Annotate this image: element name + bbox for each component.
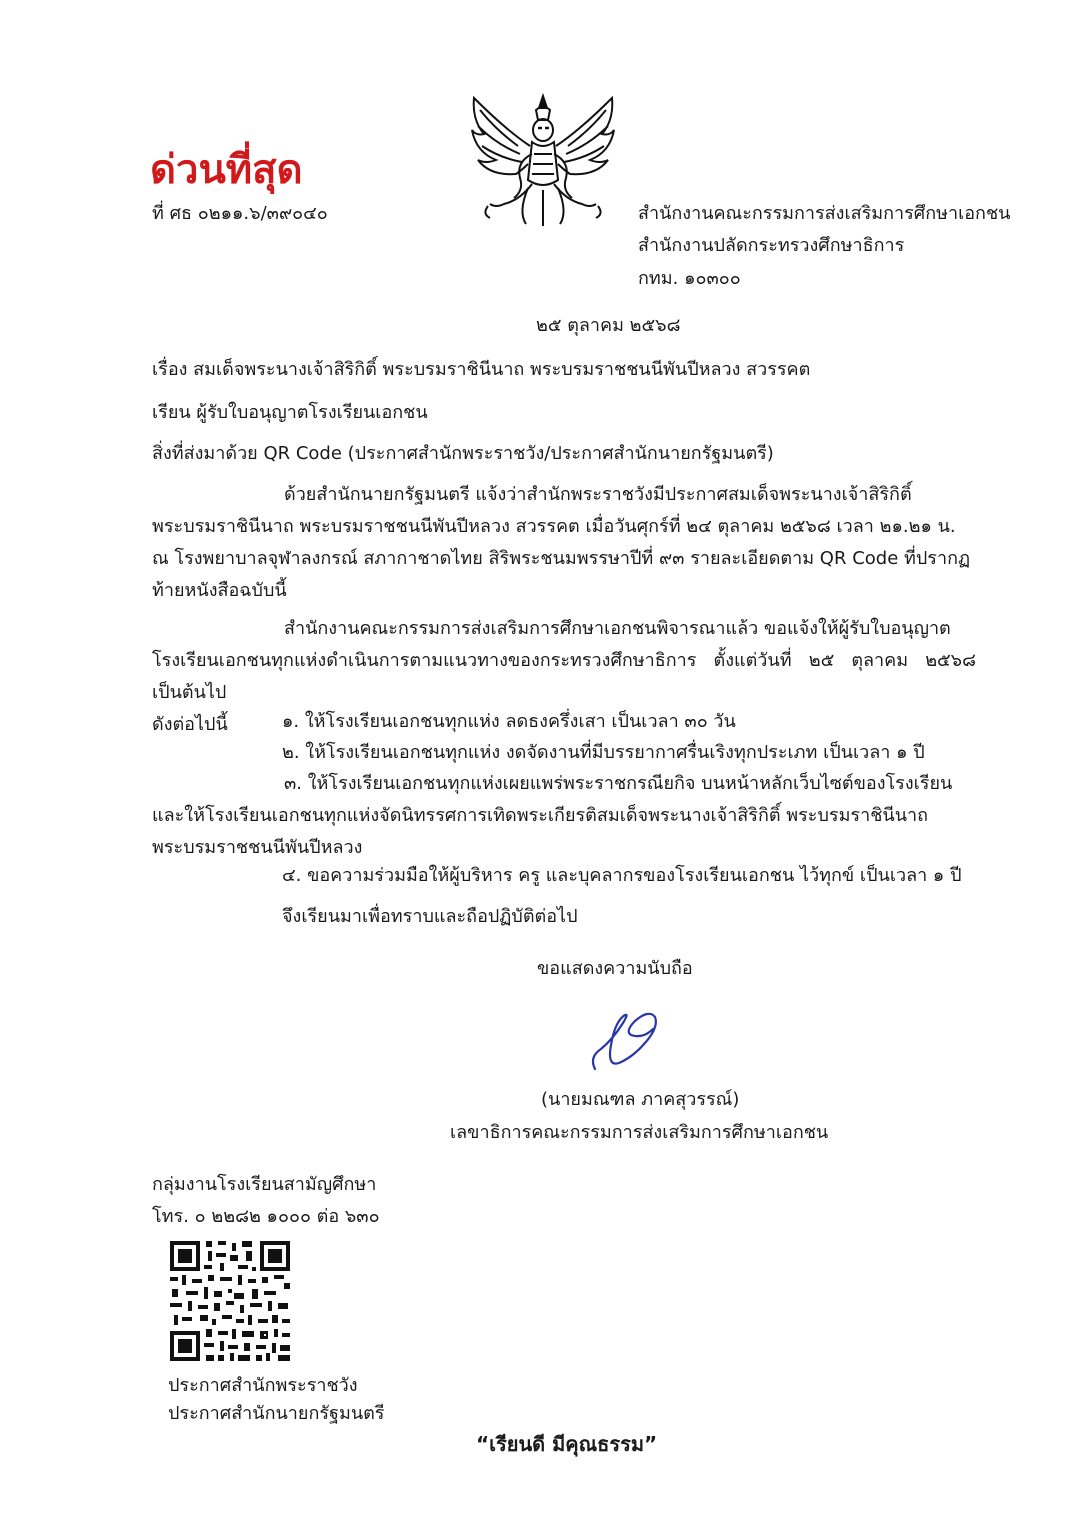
paragraph-line: พระบรมราชชนนีพันปีหลวง <box>152 837 363 858</box>
agency-line-1: สำนักงานคณะกรรมการส่งเสริมการศึกษาเอกชน <box>638 203 1011 224</box>
paragraph-line: โรงเรียนเอกชนทุกแห่งดำเนินการตามแนวทางของกระทรวงศึกษาธิการ ตั้งแต่วันที่ ๒๕ ตุลาคม ๒๕๖๘ เป็นต้นไป <box>152 650 976 703</box>
subject-line: เรื่อง สมเด็จพระนางเจ้าสิริกิติ์ พระบรมราชินีนาถ พระบรมราชชนนีพันปีหลวง สวรรคต <box>152 359 811 380</box>
contact-phone: โทร. ๐ ๒๒๘๒ ๑๐๐๐ ต่อ ๖๓๐ <box>152 1206 380 1227</box>
closing-line: จึงเรียนมาเพื่อทราบและถือปฏิบัติต่อไป <box>282 906 578 927</box>
paragraph-line: สำนักงานคณะกรรมการส่งเสริมการศึกษาเอกชนพิจารณาแล้ว ขอแจ้งให้ผู้รับใบอนุญาต <box>284 618 951 639</box>
paragraph-line: ๓. ให้โรงเรียนเอกชนทุกแห่งเผยแพร่พระราชกรณียกิจ บนหน้าหลักเว็บไซต์ของโรงเรียน <box>284 773 953 794</box>
enclosure-line: สิ่งที่ส่งมาด้วย QR Code (ประกาศสำนักพระราชวัง/ประกาศสำนักนายกรัฐมนตรี) <box>152 443 774 464</box>
signature-icon <box>585 1005 665 1077</box>
paragraph-line: ด้วยสำนักนายกรัฐมนตรี แจ้งว่าสำนักพระราชวังมีประกาศสมเด็จพระนางเจ้าสิริกิติ์ <box>284 484 912 505</box>
signer-title: เลขาธิการคณะกรรมการส่งเสริมการศึกษาเอกชน <box>450 1122 829 1143</box>
list-item-1: ๑. ให้โรงเรียนเอกชนทุกแห่ง ลดธงครึ่งเสา เป็นเวลา ๓๐ วัน <box>282 711 736 732</box>
agency-line-2: สำนักงานปลัดกระทรวงศึกษาธิการ <box>638 235 905 256</box>
paragraph-line: ณ โรงพยาบาลจุฬาลงกรณ์ สภากาชาดไทย สิริพระชนมพรรษาปีที่ ๙๓ รายละเอียดตาม QR Code ที่ปรากฏ <box>152 548 971 569</box>
document-date: ๒๕ ตุลาคม ๒๕๖๘ <box>536 315 681 336</box>
signer-name: (นายมณฑล ภาคสุวรรณ์) <box>541 1089 740 1110</box>
paragraph-line: ดังต่อไปนี้ <box>152 714 228 735</box>
qr-code-icon <box>168 1239 292 1363</box>
list-item-2: ๒. ให้โรงเรียนเอกชนทุกแห่ง งดจัดงานที่มีบรรยากาศรื่นเริงทุกประเภท เป็นเวลา ๑ ปี <box>282 742 925 763</box>
paragraph-line: พระบรมราชินีนาถ พระบรมราชชนนีพันปีหลวง สวรรคต เมื่อวันศุกร์ที่ ๒๔ ตุลาคม ๒๕๖๘ เวลา ๒๑.๒๑ น. <box>152 516 956 537</box>
reference-number: ที่ ศธ ๐๒๑๑.๖/๓๙๐๔๐ <box>152 203 328 224</box>
qr-caption-line-2: ประกาศสำนักนายกรัฐมนตรี <box>168 1403 385 1424</box>
paragraph-line: ท้ายหนังสือฉบับนี้ <box>152 580 287 601</box>
qr-caption-line-1: ประกาศสำนักพระราชวัง <box>168 1375 358 1396</box>
paragraph-line: และให้โรงเรียนเอกชนทุกแห่งจัดนิทรรศการเทิดพระเกียรติสมเด็จพระนางเจ้าสิริกิติ์ พระบรมราชินีนาถ <box>152 805 929 826</box>
agency-address: กทม. ๑๐๓๐๐ <box>638 268 741 289</box>
recipient-line: เรียน ผู้รับใบอนุญาตโรงเรียนเอกชน <box>152 402 428 423</box>
list-item-4: ๔. ขอความร่วมมือให้ผู้บริหาร ครู และบุคลากรของโรงเรียนเอกชน ไว้ทุกข์ เป็นเวลา ๑ ปี <box>282 865 962 886</box>
contact-department: กลุ่มงานโรงเรียนสามัญศึกษา <box>152 1174 377 1195</box>
body-paragraph-1 <box>152 479 976 607</box>
urgency-label: ด่วนที่สุด <box>150 147 303 193</box>
garuda-emblem-icon <box>466 90 620 230</box>
regards-line: ขอแสดงความนับถือ <box>537 958 693 979</box>
list-item-3 <box>152 768 976 864</box>
motto: “เรียนดี มีคุณธรรม” <box>476 1432 658 1456</box>
